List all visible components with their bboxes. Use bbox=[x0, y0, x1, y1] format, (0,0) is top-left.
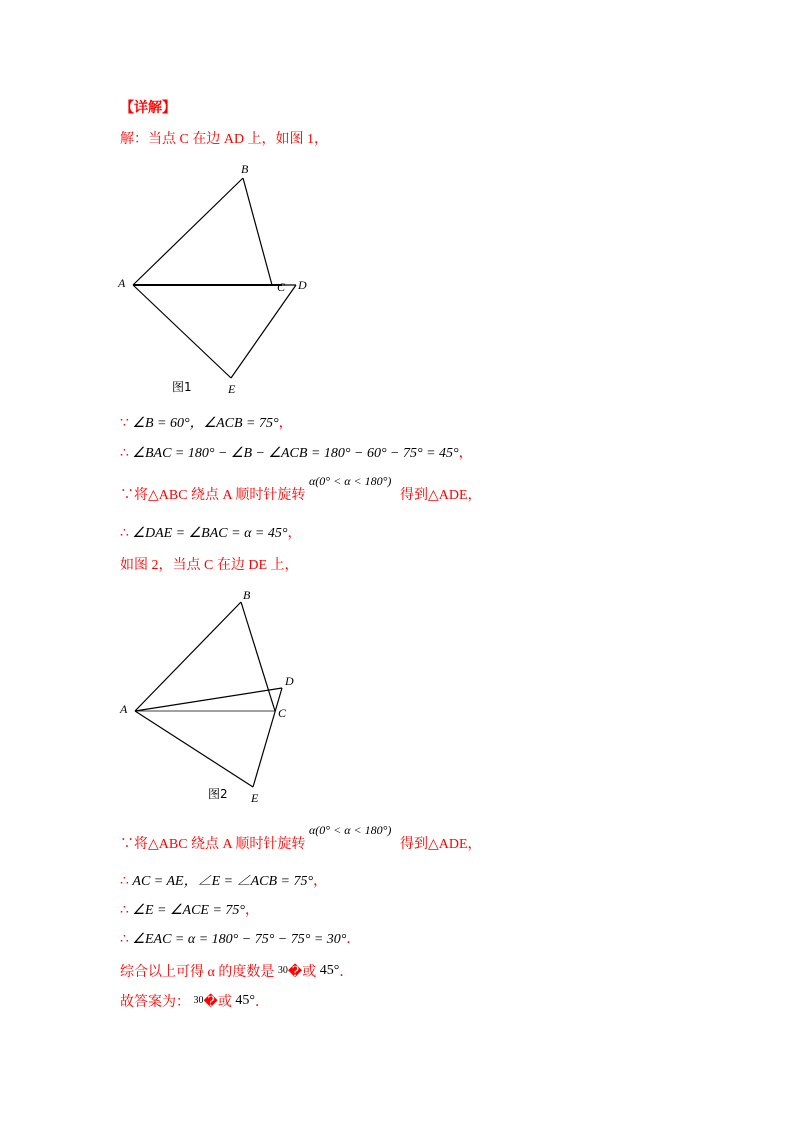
segment-de bbox=[231, 285, 296, 378]
label-a: A bbox=[120, 702, 128, 716]
segment-de bbox=[253, 688, 282, 787]
segment-bc bbox=[241, 602, 275, 711]
case1-line1: ∵ ∠B = 60°，∠ACB = 75°， bbox=[120, 416, 293, 431]
label-e: E bbox=[251, 791, 259, 805]
segment-bc bbox=[243, 178, 272, 285]
case2-line4: ∴ ∠EAC = α = 180° − 75° − 75° = 30°． bbox=[120, 932, 361, 947]
case2-rotation-condition: α(0° < α < 180°) bbox=[309, 823, 392, 837]
segment-ad bbox=[135, 688, 282, 711]
segment-ae bbox=[135, 711, 253, 787]
heading: 【详解】 bbox=[120, 101, 176, 116]
case1-rotation-condition: α(0° < α < 180°) bbox=[309, 474, 392, 488]
case1-line3: ∵将△ABC 绕点 A 顺时针旋转 bbox=[120, 488, 306, 503]
label-c: C bbox=[277, 280, 286, 294]
figure-2-caption: 图2 bbox=[208, 787, 228, 801]
answer-line: 故答案为： $^{30}$�或 45°． bbox=[120, 993, 269, 1010]
segment-ab bbox=[135, 602, 241, 711]
case2-line1: ∵将△ABC 绕点 A 顺时针旋转 bbox=[120, 837, 306, 852]
label-d: D bbox=[285, 674, 294, 688]
segment-ab bbox=[133, 178, 243, 285]
label-e: E bbox=[228, 382, 236, 396]
label-a: A bbox=[118, 276, 126, 290]
case1-line3-tail: 得到△ADE， bbox=[400, 488, 482, 503]
case1-line2: ∴ ∠BAC = 180° − ∠B − ∠ACB = 180° − 60° − 75° = 45°， bbox=[120, 446, 473, 461]
figure-1 bbox=[110, 155, 330, 400]
case1-intro: 解：当点 C 在边 AD 上，如图 1， bbox=[120, 132, 329, 147]
summary-line: 综合以上可得 α 的度数是 $^{30}$�或 45°． bbox=[120, 963, 354, 980]
figure-2 bbox=[110, 580, 330, 810]
label-b: B bbox=[241, 162, 249, 176]
label-c: C bbox=[278, 706, 287, 720]
label-b: B bbox=[243, 588, 251, 602]
case2-line3: ∴ ∠E = ∠ACE = 75°， bbox=[120, 903, 260, 918]
case2-intro: 如图 2，当点 C 在边 DE 上， bbox=[120, 558, 299, 573]
case1-line4: ∴ ∠DAE = ∠BAC = α = 45°， bbox=[120, 526, 302, 541]
case2-line1-tail: 得到△ADE， bbox=[400, 837, 482, 852]
figure-1-caption: 图1 bbox=[172, 380, 192, 394]
case2-line2: ∴ AC = AE，∠E = ∠ACB = 75°， bbox=[120, 874, 328, 889]
segment-ae bbox=[133, 285, 231, 378]
label-d: D bbox=[298, 278, 307, 292]
